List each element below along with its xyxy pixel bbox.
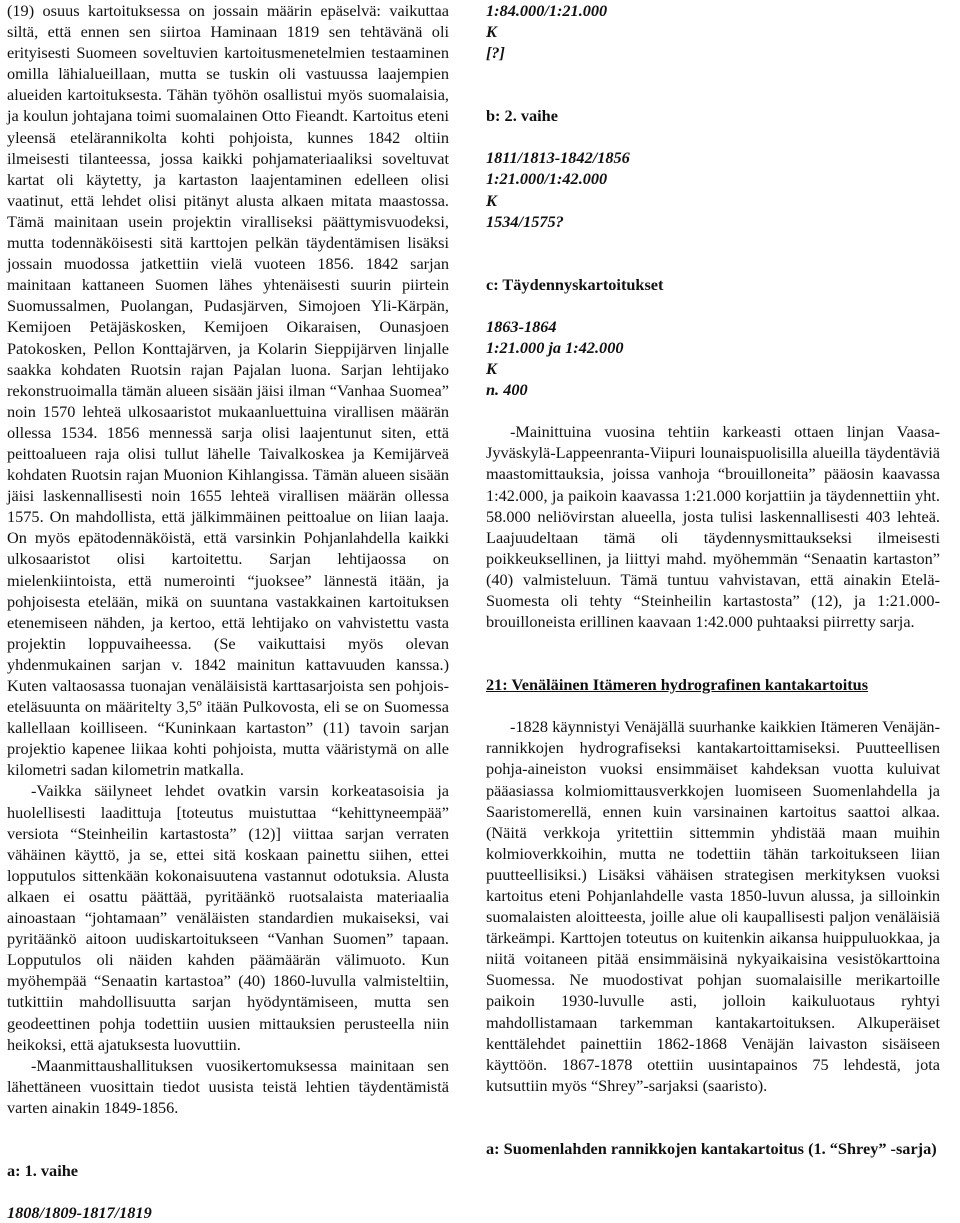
phase-sheets: 1534/1575? xyxy=(486,211,564,231)
phase-heading: b: 2. vaihe xyxy=(486,106,558,126)
body-paragraph: -Mainittuina vuosina tehtiin karkeasti ottaen linjan Vaasa-Jyväskylä-Lappeenranta-Viipuri lounaispuolisilla alueilla täydentäviä maastomittauksia, joissa vanhoja “brouilloneita” pääosin kaavassa 1:42.000, ja paikoin kaavassa 1:21.000 korjattiin ja täydennettiin yht. 58.000 neliövirstan alueella, josta tulisi laskennallisesti 403 lehteä. Laajuudeltaan tämä oli täydennysmittaukseksi ilmeisesti poikkeuksellinen, ja liittyi mahd. myöhemmän “Senaatin kartaston” (40) valmisteluun. Tämä tuntuu vahvistavan, että ainakin Etelä-Suomesta oli tehty “Steinheilin kartastosta” (12), ja 1:21.000-brouilloneista erillinen kaavaan 1:42.000 puhtaaksi piirretty sarja. xyxy=(486,422,940,632)
phase-years: 1808/1809-1817/1819 xyxy=(7,1203,152,1223)
phase-k: K xyxy=(486,190,497,210)
phase-years: 1811/1813-1842/1856 xyxy=(486,148,630,168)
body-paragraph: -1828 käynnistyi Venäjällä suurhanke kaikkien Itämeren Venäjän-rannikkojen hydrografiseksi kantakartoittamiseksi. Puutteellisen pohja-aineiston vuoksi ensimmäiset kahdeksan vuotta kuluivat pääasiassa kolmiomittausverkkojen luomiseen Suomenlahdella ja Saaristomerellä, ennen kuin varsinainen kartoitus saattoi alkaa. (Näitä verkkoja yritettiin sittemmin yhdistää maan muihin kolmioverkkoihin, mutta ne todettiin tähän tarkoitukseen liian puutteellisiksi.) Lisäksi vähäisen strategisen merkityksen vuoksi kartoitus eteni Pohjanlahdelle vasta 1850-luvun alussa, ja silloinkin suomalaisten aloitteesta, joille alue oli kaupallisesti paljon venäläisiä tärkeämpi. Karttojen toteutus on kuitenkin aikansa huippuluokkaa, ja niitä voitaneen pitää ensimmäisinä nykyaikaisina vesistökarttoina Suomessa. Ne muodostivat pohjan suomalaisille merikartoille paikoin 1930-luvulle asti, jolloin kaikuluotaus ryhtyi mahdollistamaan tarkemman kantakartoituksen. Alkuperäiset kenttälehdet painettiin 1862-1868 Venäjän laivaston sisäiseen käyttöön. 1867-1878 otettiin uusintapainos 75 lehdestä, jota kutsuttiin myös “Shrey”-sarjaksi (saaristo). xyxy=(486,717,940,1095)
left-column xyxy=(7,0,449,1223)
phase-years: 1863-1864 xyxy=(486,316,557,336)
phase-scale: 1:21.000 ja 1:42.000 xyxy=(486,337,624,357)
phase-count: n. 400 xyxy=(486,380,528,400)
phase-unknown: [?] xyxy=(486,43,505,63)
right-column xyxy=(486,0,940,1159)
section-heading: a: Suomenlahden rannikkojen kantakartoitus (1. “Shrey” -sarja) xyxy=(486,1138,937,1158)
phase-scale: 1:21.000/1:42.000 xyxy=(486,169,608,189)
body-paragraph: (19) osuus kartoituksessa on jossain määrin epäselvä: vaikuttaa siltä, että ennen sen siirtoa Haminaan 1819 sen tehtävänä oli erityisesti Suomeen soveltuvien kartoitusmenetelmien testaaminen omilla lähialueillaan, mutta se tuskin oli vastuussa laajempien alueiden kartoituksesta. Tähän työhön osallistui myös suomalaisia, ja koulun johtajana toimi suomalainen Otto Fieandt. Kartoitus eteni yleensä etelärannikolta kohti pohjoista, kunnes 1842 oltiin ilmeisesti tilanteessa, jossa kaikki pohjamateriaaliksi soveltuvat kartat oli käytetty, ja kartaston laajentaminen edelleen olisi vaatinut, että lehdet olisi pitänyt alusta alkaen mitata maastossa. Tämä mainitaan usein projektin viralliseksi päättymisvuodeksi, mutta todennäköisesti sitä karttojen pelkän täydentämisen lisäksi jossain muodossa jatkettiin vielä vuoteen 1856. 1842 sarjan mainitaan kattaneen Suomen lähes yhtenäisesti suurin piirtein Suomussalmen, Puolangan, Pudasjärven, Simojoen Yli-Kärpän, Kemijoen Petäjäskosken, Kemijoen Oikaraisen, Ounasjoen Patokosken, Pellon Konttajärven, ja Kolarin Sieppijärven linjalle saakka kohdaten Ruotsin rajan Pajalan luona. Sarjan lehtijako rekonstruoimalla tämän alueen sisään jäisi ilman “Vanhaa Suomea” noin 1570 lehteä ulkosaaristot mukaanluettuina virallisen määrän ollessa 1534. 1856 mennessä sarja olisi laajentunut siten, että peittoalueen raja olisi tullut lähelle Taivalkoskea ja Kemijärveä kohdaten Ruotsin rajan Muonion Kihlangissa. Tämän alueen sisään jäisi laskennallisesti noin 1655 lehteä virallisen määrän ollessa 1575. On mahdollista, että jälkimmäinen peittoalue on liian laaja. On myös epätodennäköistä, että varsinkin Pohjanlahdella kaikki ulkosaaristot olisi kartoitettu. Sarjan lehtijaossa on mielenkiintoista, että numerointi “juoksee” lännestä itään, ja pohjoisesta etelään, mikä on suuntana vastakkainen kartoituksen etenemiseen nähden, ja kertoo, että lehtijako on vahvistettu vasta projektin loppuvaiheessa. (Se vaikuttaisi myös olevan yhdenmukainen sarjan v. 1842 mainitun kattavuuden kanssa.) Kuten valtaosassa tuonajan venäläisistä karttasarjoista sen pohjois-eteläsuunta on määritelty 3,5º itään Pulkovosta, eli se on Suomessa kallellaan koilliseen. “Kuninkaan kartaston” (11) tavoin sarjan projektio kapenee liikaa kohti pohjoista, mutta vääristymä on alle kilometri sadan kilometrin matkalla. xyxy=(7,1,449,780)
phase-heading: c: Täydennyskartoitukset xyxy=(486,274,664,294)
phase-scale: 1:84.000/1:21.000 xyxy=(486,1,608,20)
phase-heading: a: 1. vaihe xyxy=(7,1160,78,1180)
phase-k: K xyxy=(486,359,497,379)
section-heading: 21: Venäläinen Itämeren hydrografinen kantakartoitus xyxy=(486,675,869,695)
body-paragraph: -Vaikka säilyneet lehdet ovatkin varsin korkeatasoisia ja huolellisesti laadittuja [toteutus muistuttaa “kehittyneempää” versiota “Steinheilin kartastosta” (12)] viittaa sarjan verraten vähäinen käyttö, ja se, ettei sitä koskaan painettu siihen, ettei lopputulos sittenkään kokonaisuutena vastannut odotuksia. Alusta alkaen ei osattu päättää, pyritäänkö ruotsalaista materiaalia ainoastaan “johtamaan” venäläisten standardien mukaiseksi, vai pyritäänkö aitoon uudiskartoitukseen “Vanhan Suomen” tapaan. Lopputulos oli näiden kahden päämäärän välimuoto. Kun myöhempää “Senaatin kartastoa” (40) 1860-luvulla valmisteltiin, tutkittiin mahdollisuutta sarjan hyödyntämiseen, mutta sen geodeettinen pohja todettiin uusien mittauksien perusteella niin heikoksi, että ajatuksesta luovuttiin. xyxy=(7,781,449,1054)
body-paragraph: -Maanmittaushallituksen vuosikertomuksessa mainitaan sen lähettäneen vuosittain tiedot uusista teistä lehtien täydentämistä varten ainakin 1849-1856. xyxy=(7,1055,449,1117)
phase-k: K xyxy=(486,22,497,42)
